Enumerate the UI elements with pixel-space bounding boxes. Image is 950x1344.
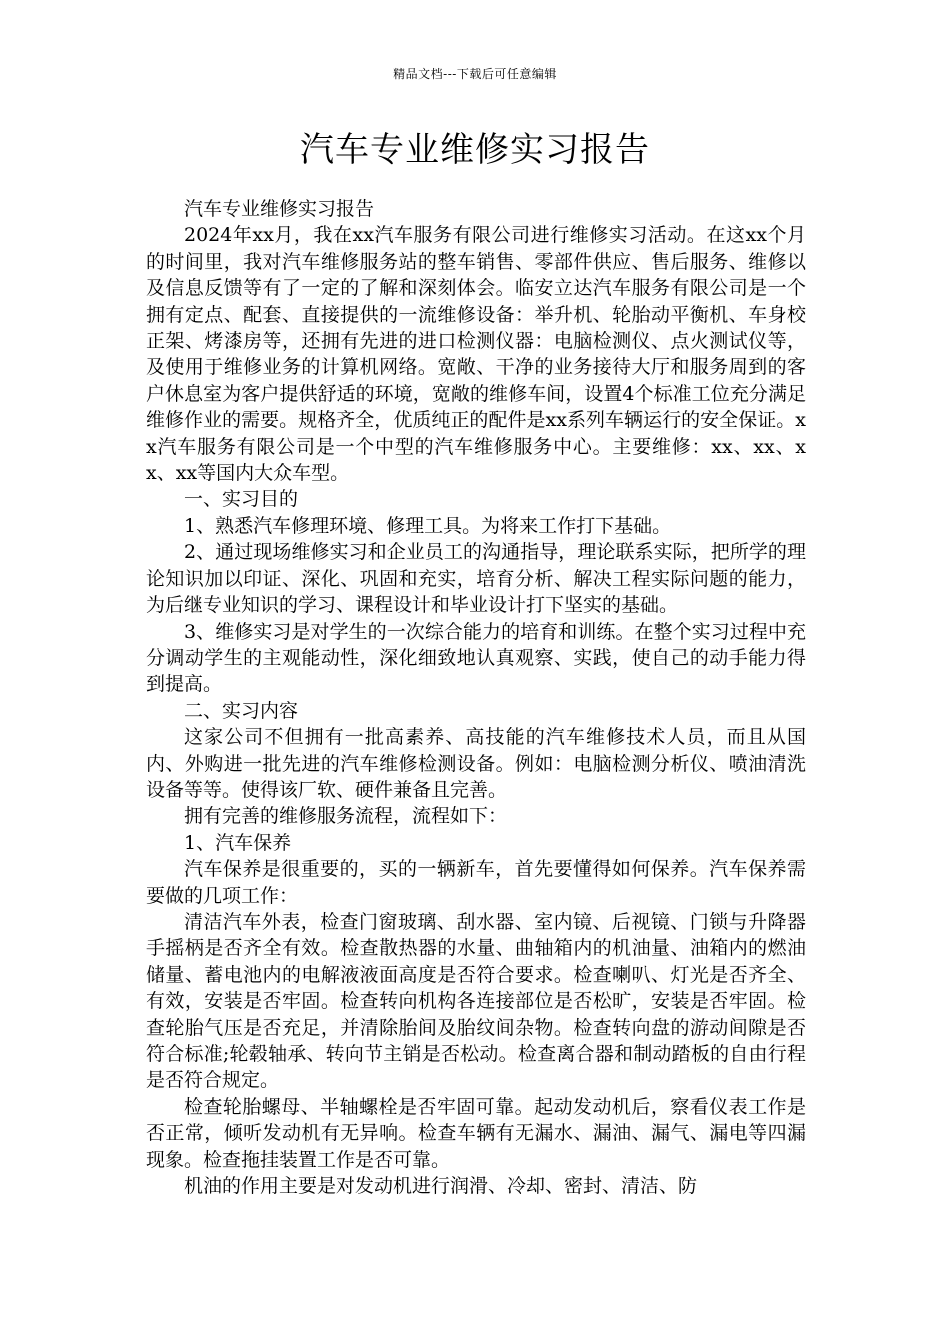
header-note: 精品文档---下载后可任意编辑 (393, 67, 557, 81)
document-title: 汽车专业维修实习报告 (300, 130, 650, 170)
document-body (146, 196, 806, 1199)
body-paragraph: 这家公司不但拥有一批高素养、高技能的汽车维修技术人员，而且从国内、外购进一批先进的汽车维修检测设备。例如：电脑检测分析仪、喷油清洗设备等等。使得该厂软、硬件兼备且完善。 (146, 726, 806, 801)
subsection-heading: 1、汽车保养 (184, 831, 292, 854)
body-paragraph: 机油的作用主要是对发动机进行润滑、冷却、密封、清洁、防 (184, 1175, 698, 1198)
body-paragraph: 检查轮胎螺母、半轴螺栓是否牢固可靠。起动发动机后，察看仪表工作是否正常，倾听发动机有无异响。检查车辆有无漏水、漏油、漏气、漏电等四漏现象。检查拖挂装置工作是否可靠。 (146, 1095, 806, 1171)
body-paragraph: 汽车专业维修实习报告 (184, 198, 375, 220)
section-heading: 一、实习目的 (184, 488, 299, 511)
body-paragraph: 2、通过现场维修实习和企业员工的沟通指导，理论联系实际，把所学的理论知识加以印证、深化、巩固和充实，培育分析、解决工程实际问题的能力，为后继专业知识的学习、课程设计和毕业设计打下坚实的基础。 (146, 541, 806, 617)
body-paragraph: 清洁汽车外表，检查门窗玻璃、刮水器、室内镜、后视镜、门锁与升降器手摇柄是否齐全有效。检查散热器的水量、曲轴箱内的机油量、油箱内的燃油储量、蓄电池内的电解液液面高度是否符合要求。检查喇叭、灯光是否齐全、有效，安装是否牢固。检查转向机构各连接部位是否松旷，安装是否牢固。检查轮胎气压是否充足，并清除胎间及胎纹间杂物。检查转向盘的游动间隙是否符合标准;轮毂轴承、转向节主销是否松动。检查离合器和制动踏板的自由行程是否符合规定。 (146, 910, 806, 1092)
body-paragraph: 拥有完善的维修服务流程，流程如下： (184, 805, 508, 828)
section-heading: 二、实习内容 (184, 699, 299, 722)
body-paragraph: 3、维修实习是对学生的一次综合能力的培育和训练。在整个实习过程中充分调动学生的主观能动性，深化细致地认真观察、实践，使自己的动手能力得到提高。 (146, 620, 806, 696)
body-paragraph: 1、熟悉汽车修理环境、修理工具。为将来工作打下基础。 (184, 514, 672, 537)
body-paragraph: 汽车保养是很重要的，买的一辆新车，首先要懂得如何保养。汽车保养需要做的几项工作： (146, 858, 806, 907)
body-paragraph: 2024年xx月，我在xx汽车服务有限公司进行维修实习活动。在这xx个月的时间里，我对汽车维修服务站的整车销售、零部件供应、售后服务、维修以及信息反馈等有了一定的了解和深刻体会。临安立达汽车服务有限公司是一个拥有定点、配套、直接提供的一流维修设备：举升机、轮胎动平衡机、车身校正架、烤漆房等，还拥有先进的进口检测仪器：电脑检测仪、点火测试仪等，及使用于维修业务的计算机网络。宽敞、干净的业务接待大厅和服务周到的客户休息室为客户提供舒适的环境，宽敞的维修车间，设置4个标准工位充分满足维修作业的需要。规格齐全，优质纯正的配件是xx系列车辆运行的安全保证。xx汽车服务有限公司是一个中型的汽车维修服务中心。主要维修：xx、xx、xx、xx等国内大众车型。 (146, 224, 806, 485)
